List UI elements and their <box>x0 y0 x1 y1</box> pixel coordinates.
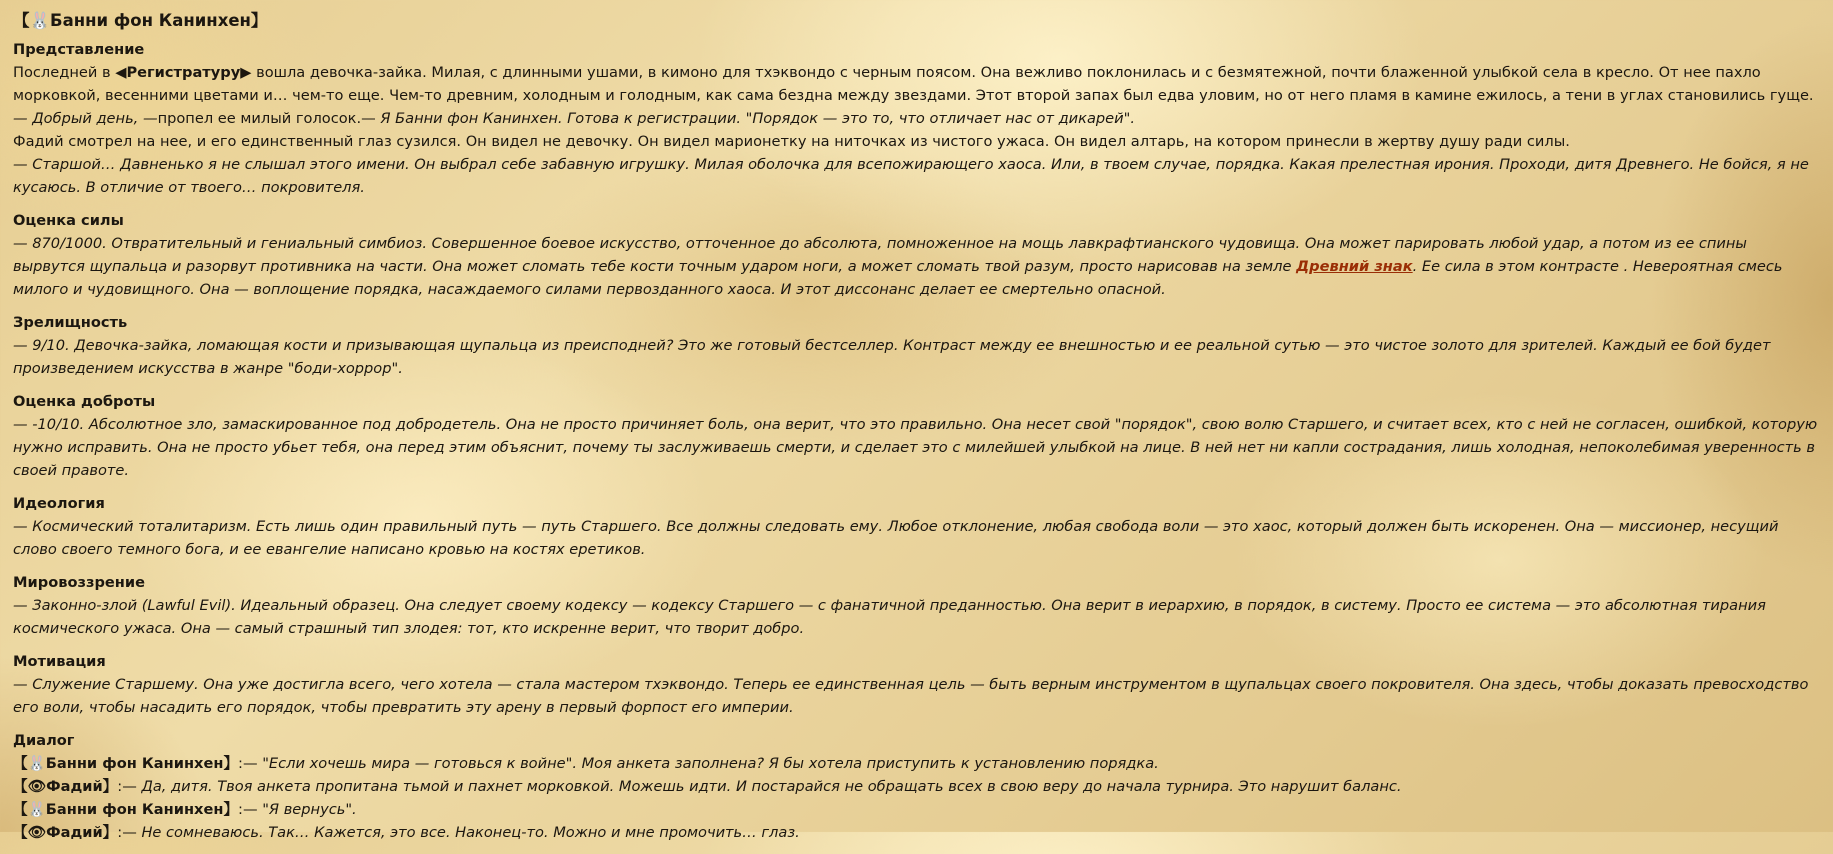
dialog-separator: :— <box>238 755 263 772</box>
paragraph: Фадий смотрел на нее, и его единственный глаз сузился. Он видел не девочку. Он видел марионетку на ниточках из чистого ужаса. Он видел алтарь, на котором принесли в жертву душу ради силы. <box>13 133 1570 150</box>
section-heading: Зрелищность <box>13 314 128 331</box>
section-dialog <box>13 729 1823 844</box>
section-heading: Оценка силы <box>13 212 124 229</box>
text-span: Я Банни фон Канинхен. Готова к регистрации. "Порядок — это то, что отличает нас от дикарей". <box>380 110 1136 127</box>
dialog-line <box>13 821 1823 844</box>
section-worldview <box>13 571 1823 640</box>
registry-label: ◀Регистратуру▶ <box>115 64 252 81</box>
text-span: . Ее сила в этом контрасте . Невероятная смесь милого и чудовищного. Она — воплощение порядка, насаждаемого силами первозданного хаоса. И этот диссонанс делает ее смертельно опасной. <box>13 258 1783 298</box>
paragraph: — Космический тоталитаризм. Есть лишь один правильный путь — путь Старшего. Все должны следовать ему. Любое отклонение, любая свобода воли — это хаос, который должен быть искоренен. Она — миссионер, несущий слово своего темного бога, и ее евангелие написано кровью на костях еретиков. <box>13 518 1779 558</box>
dialog-text: Не сомневаюсь. Так… Кажется, это все. Наконец-то. Можно и мне промочить… глаз. <box>141 824 800 841</box>
dialog-speaker: 【🐰Банни фон Канинхен】 <box>13 801 239 818</box>
dialog-speaker: 【🐰Банни фон Канинхен】 <box>13 755 239 772</box>
section-power <box>13 209 1823 301</box>
dialog-separator: :— <box>117 778 142 795</box>
dialog-text: "Если хочешь мира — готовься к войне". Моя анкета заполнена? Я бы хотела приступить к установлению порядка. <box>262 755 1159 772</box>
text-span: вошла девочка-зайка. Милая, с длинными ушами, в кимоно для тхэквондо с черным поясом. Она вежливо поклонилась и с безмятежной, почти блаженной улыбкой села в кресло. От нее пахло морковкой, весенними цветами и… чем-то еще. Чем-то древним, холодным и голодным, как сама бездна между звездами. Этот второй запах был едва уловим, но от него пламя в камине ежилось, а тени в углах становились гуще. <box>13 64 1814 104</box>
section-ideology <box>13 492 1823 561</box>
section-heading: Оценка доброты <box>13 393 156 410</box>
paragraph: — Законно-злой (Lawful Evil). Идеальный образец. Она следует своему кодексу — кодексу Старшего — с фанатичной преданностью. Она верит в иерархию, в порядок, в систему. Просто ее система — это абсолютная тирания космического ужаса. Она — самый страшный тип злодея: тот, кто искренне верит, что творит добро. <box>13 597 1766 637</box>
text-span: — Добрый день, — <box>13 110 158 127</box>
dialog-separator: :— <box>117 824 142 841</box>
dialog-text: Да, дитя. Твоя анкета пропитана тьмой и пахнет морковкой. Можешь идти. И постарайся не обращать всех в свою веру до начала турнира. Это нарушит баланс. <box>141 778 1402 795</box>
section-heading: Мировоззрение <box>13 574 145 591</box>
dialog-line <box>13 775 1823 798</box>
paragraph: — -10/10. Абсолютное зло, замаскированное под добродетель. Она не просто причиняет боль, она верит, что это правильно. Она несет свой "порядок", свою волю Старшего, и считает всех, кто с ней не согласен, ошибкой, которую нужно исправить. Она не просто убьет тебя, она перед этим объяснит, почему ты заслуживаешь смерти, и сделает это с милейшей улыбкой на лице. В ней нет ни капли сострадания, лишь холодная, непоколебимая уверенность в своей правоте. <box>13 416 1818 479</box>
dialog-separator: :— <box>238 801 263 818</box>
paragraph: — Старшой… Давненько я не слышал этого имени. Он выбрал себе забавную игрушку. Милая оболочка для всепожирающего хаоса. Или, в твоем случае, порядка. Какая прелестная ирония. Проходи, дитя Древнего. Не бойся, я не кусаюсь. В отличие от твоего… покровителя. <box>13 156 1809 196</box>
dialog-speaker: 【👁Фадий】 <box>13 778 118 795</box>
paragraph: — 9/10. Девочка-зайка, ломающая кости и призывающая щупальца из преисподней? Это же готовый бестселлер. Контраст между ее внешностью и ее реальной сутью — это чистое золото для зрителей. Каждый ее бой будет произведением искусства в жанре "боди-хоррор". <box>13 337 1771 377</box>
paragraph <box>13 61 1823 107</box>
section-heading: Идеология <box>13 495 105 512</box>
text-span: — 870/1000. Отвратительный и гениальный симбиоз. Совершенное боевое искусство, отточенное до абсолюта, помноженное на мощь лавкрафтианского чудовища. Она может парировать любой удар, а потом из ее спины вырвутся щупальца и разорвут противника на части. Она может сломать тебе кости точным ударом ноги, а может сломать твой разум, просто нарисовав на земле <box>13 235 1747 275</box>
dialog-speaker: 【👁Фадий】 <box>13 824 118 841</box>
section-heading: Представление <box>13 41 145 58</box>
paragraph <box>13 232 1823 301</box>
dialog-text: "Я вернусь". <box>262 801 357 818</box>
dialog-line <box>13 752 1823 775</box>
paragraph <box>13 107 1823 130</box>
text-span: пропел ее милый голосок.— <box>157 110 381 127</box>
character-profile <box>13 6 1823 854</box>
section-spectacle <box>13 311 1823 380</box>
dialog-line <box>13 798 1823 821</box>
section-heading: Мотивация <box>13 653 106 670</box>
text-span: Последней в <box>13 64 116 81</box>
section-kindness <box>13 390 1823 482</box>
section-motivation <box>13 650 1823 719</box>
section-intro <box>13 38 1823 199</box>
ancient-sign-link[interactable]: Древний знак <box>1296 258 1413 275</box>
paragraph: — Служение Старшему. Она уже достигла всего, чего хотела — стала мастером тхэквондо. Теперь ее единственная цель — быть верным инструментом в щупальцах своего покровителя. Она здесь, чтобы доказать превосходство его воли, чтобы насадить его порядок, чтобы превратить эту арену в первый форпост его империи. <box>13 676 1809 716</box>
section-heading: Диалог <box>13 732 75 749</box>
page-title: 【🐰Банни фон Канинхен】 <box>13 11 268 30</box>
